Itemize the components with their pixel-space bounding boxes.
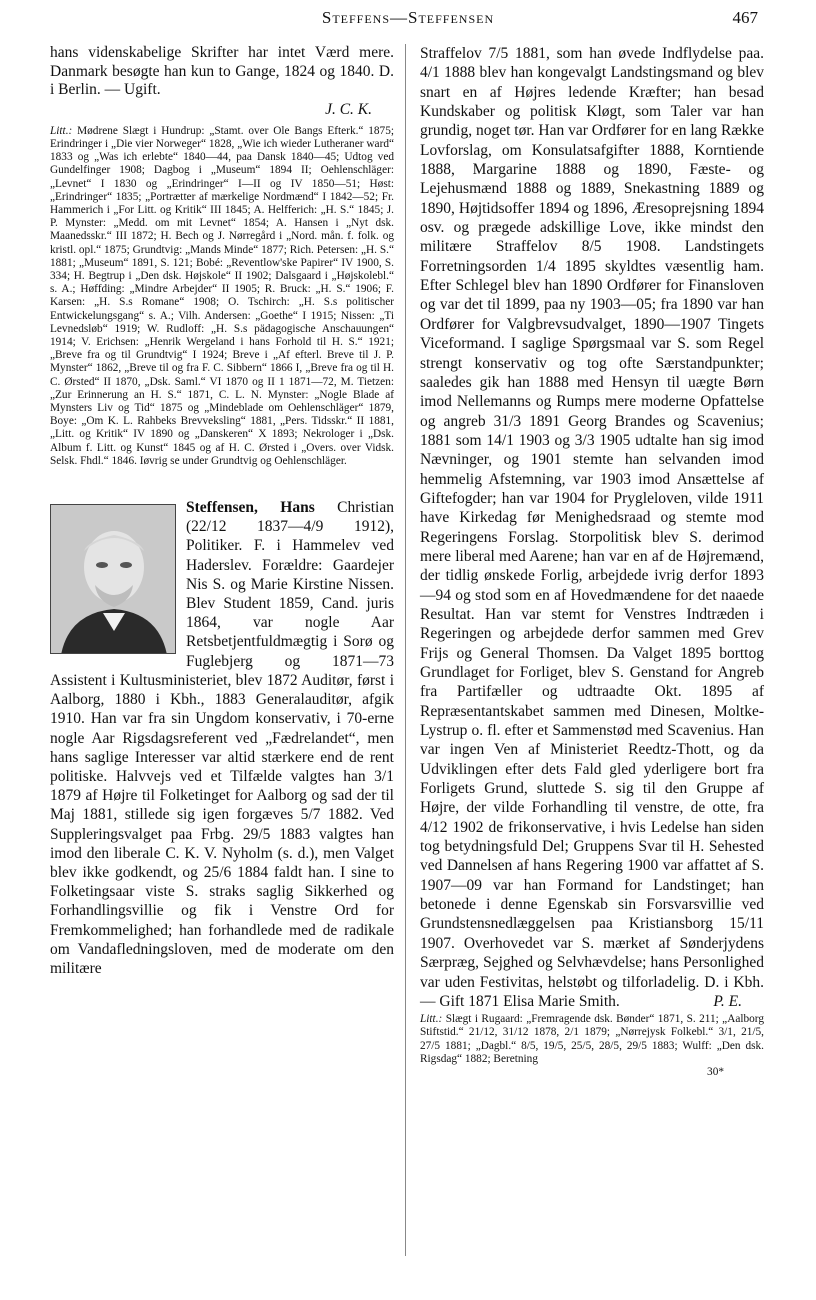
running-head: Steffens—Steffensen: [321, 8, 495, 27]
left-column: [50, 44, 394, 978]
biography-entry: [50, 498, 394, 978]
entry-signature: P. E.: [713, 992, 742, 1010]
right-literature-label: Litt.:: [420, 1013, 443, 1026]
page-header: [0, 8, 816, 34]
literature-label: Litt.:: [50, 124, 73, 137]
right-column: [420, 44, 764, 1079]
continued-entry-text: [420, 44, 764, 1011]
intro-signature: J. C. K.: [325, 100, 372, 118]
intro-paragraph: hans videnskabelige Skrifter har intet Værd mere. Danmark besøgte han kun to Gange, 1824 og 1840. D. i Berlin. — Ugift.: [50, 44, 394, 99]
column-rule: [405, 44, 406, 1256]
right-literature-text: Slægt i Rugaard: „Fremragende dsk. Bønder“ 1871, S. 211; „Aalborg Stiftstid.“ 21/12, 31/12 1878, 2/1 1879; „Nørrejysk Folkebl.“ 3/1, 21/5, 27/5 1881; „Dagbl.“ 8/5, 19/5, 25/5, 28/5, 29/5 1883; Wulff: „Den dsk. Rigsdag“ 1882; Beretning: [420, 1013, 765, 1065]
signature-mark: 30*: [707, 1066, 724, 1078]
entry-text: Christian (22/12 1837—4/9 1912), Politiker. F. i Hammelev ved Haderslev. Forældre: Gaardejer Nis S. og Marie Kirstine Nissen. Blev Student 1859, Cand. juris 1864, var nogle Aar Retsbetjentfuldmægtig i Sorø og Fuglebjerg og 1871—73 Assistent i Kultusministeriet, blev 1872 Auditør, først i Aalborg, 1880 i Kbh., 1883 Generalauditør, afgik 1910. Han var fra sin Ungdom konservativ, i 70-erne nogle Aar Rigsdagsreferent ved „Fædrelandet“, men hans saglige Interesser var altid stærkere end de rent politiske. Halvvejs ved et Tilfælde valgtes han 3/1 1879 af Højre til Folketinget for Aalborg og sad der til Maj 1881, stillede sig igen forgæves 5/7 1882. Ved Suppleringsvalget paa Frbg. 29/5 1883 valgtes han imod den liberale C. K. V. Nyholm (s. d.), men Valget blev ikke godkendt, og 25/6 1884 faldt han. I sine to Folketingsaar viste S. straks saglig Sikkerhed og Forhandlingsvillie og fik i Venstre Ord for Fremkommelighed; han forhandlede med de radikale om Vandafledningsloven, med de moderate om den militære: [50, 499, 394, 977]
portrait-photo-icon: [50, 504, 176, 654]
continued-text: Straffelov 7/5 1881, som han øvede Indflydelse paa. 4/1 1888 blev han kongevalgt Landstingsmand og blev snart en af Højres ledende Kræfter; han besad Kundskaber og politisk Kløgt, som Taler var han grundig, noget tør. Han var Ordfører for en lang Række Lovforslag, om Konsulatsafgifter 1888, Korntiende 1888, Margarine 1888 og 1890, Fæste- og Lejehusmænd 1888 og 1889, Snekastning 1889 og 1890, Højtidsoffer 1894 og 1896, Æresoprejsning 1894 osv. og prægede adskillige Love, ikke mindst den militære Straffelov 8/5 1908. Landstingets Forretningsorden 1/4 1895 skyldtes væsentlig ham. Efter Schlegel blev han 1890 Ordfører for Finansloven og var det til 1899, paa ny 1903—05; fra 1890 var han Ordfører for Valgbrevsudvalget, 1890—1907 Tingets Viceformand. I saglige Spørgsmaal var S. som Regel strengt konservativ og tog ofte Særstandpunkter; saaledes gik han 1888 med Hensyn til uægte Børn imod Nellemanns og Rumps mere moderne Opfattelse og angreb 31/3 1891 Georg Brandes og Scavenius; 1881 som 14/1 1903 og 3/3 1905 udtalte han sig imod Nævninger, og 1901 stemte han selvanden imod hemmelig Afstemning, var 1903 imod Ansættelse af Giftefogder; han var 1904 for Prygleloven, vilde 1911 have Kirkedag før Menighedsraad og stemte mod Regeringens Forslag. Storpolitisk blev S. derimod mere liberal med Aarene; han var en af de Højremænd, der tidlig ønskede Forlig, arbejdede ivrig derfor 1893—94 og stod som en af Hovedmændene for det naaede Resultat. Han var stemt for Venstres Indtræden i Regeringen og arbejdede derfor sammen med Grev Frijs og General Thomsen. Da Valget 1895 borttog Grundlaget for Forliget, blev S. Genstand for Angreb fra Partifæller og udtraadte Okt. 1895 af Repræsentantskabet sammen med Dinesen, Moltke-Lystrup o. fl. efter et Sammenstød med Scavenius. Han var ingen Ven af Ministeriet Reedtz-Thott, og da Udviklingen efter dets Fald gled yderligere bort fra Forligets Grund, sluttede S. sig til den Gruppe af Højre, der vilde Forhandling til venstre, de otte, fra 4/12 1902 de frikonservative, i hvis Ledelse han siden tog betydningsfuld Del; Gruppens Svar til H. Sehested ved Dannelsen af hans Regering 1900 var affattet af S. 1907—09 var han Formand for Landstinget; han betonede i denne Egenskab sin Forsvarsvillie ved Grundstensnedlæggelsen paa Kristiansborg 15/11 1907. Overhovedet var S. mærket af Sønderjydens Særpræg, Sejghed og Selvhævdelse; hans Personlighed var uden Festivitas, helstøbt og tilforladelig. D. i Kbh. — Gift 1871 Elisa Marie Smith.: [420, 45, 764, 1010]
page-number: 467: [732, 8, 758, 27]
entry-name: Steffensen, Hans: [186, 499, 315, 517]
right-literature-note: [420, 1013, 764, 1066]
literature-text: Mødrene Slægt i Hundrup: „Stamt. over Ole Bangs Efterk.“ 1875; Erindringer i „Die vier Norweger“ 1828, „Wie ich wieder Lutheraner ward“ 1833 og „Was ich erlebte“ 1840—44, paa Dansk 1840—45; Udtog ved Gundelfinger 1908; Dagbog i „Museum“ 1894 II; Oehlenschläger: „Levnet“ I 1830 og „Erindringer“ I—II og IV 1850—51; Høst: „Erindringer“ 1835; „Portrætter af mærkelige Nordmænd“ I 1842—52; Fr. Hammerich i „For Litt. og Kritik“ III 1845; A. Helfferich: „H. S.“ 1845; J. P. Mynster: „Medd. om mit Levnet“ 1854; A. Hansen i „Nyt dsk. Maanedsskr.“ III 1872; H. Bech og J. Nørregård i „Nord. mån. f. folk. og kristl. opl.“ 1875; Grundtvig: „Mands Minde“ 1877; Rich. Petersen: „H. S.“ 1881; „Museum“ 1891, S. 121; Bobé: „Reventlow'ske Papirer“ IV 1900, S. 334; H. Begtrup i „Den dsk. Højskole“ II 1902; Dalsgaard i „Højskolebl.“ s. A.; Høffding: „Mindre Arbejder“ II 1905; R. Bruck: „H. S.“ 1906; F. Karsen: „H. S.s Romane“ 1908; O. Tschirch: „H. S.s politischer Entwickelungsgang“ s. A.; Vilh. Andersen: „Goethe“ I 1915; Nissen: „Ti Levnedsløb“ 1919; W. Rudloff: „H. S.s pädagogische Anschauungen“ 1914; V. Erichsen: „Henrik Wergeland i hans Forhold til H. S.“ 1921; „Breve fra og til Grundtvig“ I 1924; Breve i „Af efterl. Breve til J. P. Mynster“ 1862, „Breve til og fra F. C. Sibbern“ 1866 I, „Breve fra og til H. C. Ørsted“ II 1870, „Dsk. Saml.“ VI 1870 og II 1 1871—72, M. Tietzen: „Zur Erinnerung an H. S.“ 1871, C. L. N. Mynster: „Nogle Blade af Mynsters Liv og Tid“ 1875 og „Mindeblade om Oehlenschläger“ 1879, Boye: „Om K. L. Rahbeks Brevveksling“ 1881, „Pers. Tidsskr.“ II 1881, „Litt. og Kritik“ IV 1890 og „Danskeren“ X 1893; Nekrologer i „Dsk. Album f. Litt. og Kunst“ 1845 og af H. C. Ørsted i „Overs. over Vidsk. Selsk. Fhdl.“ 1846. Iøvrig se under Grundtvig og Oehlenschläger.: [50, 124, 394, 467]
literature-note: [50, 125, 394, 468]
